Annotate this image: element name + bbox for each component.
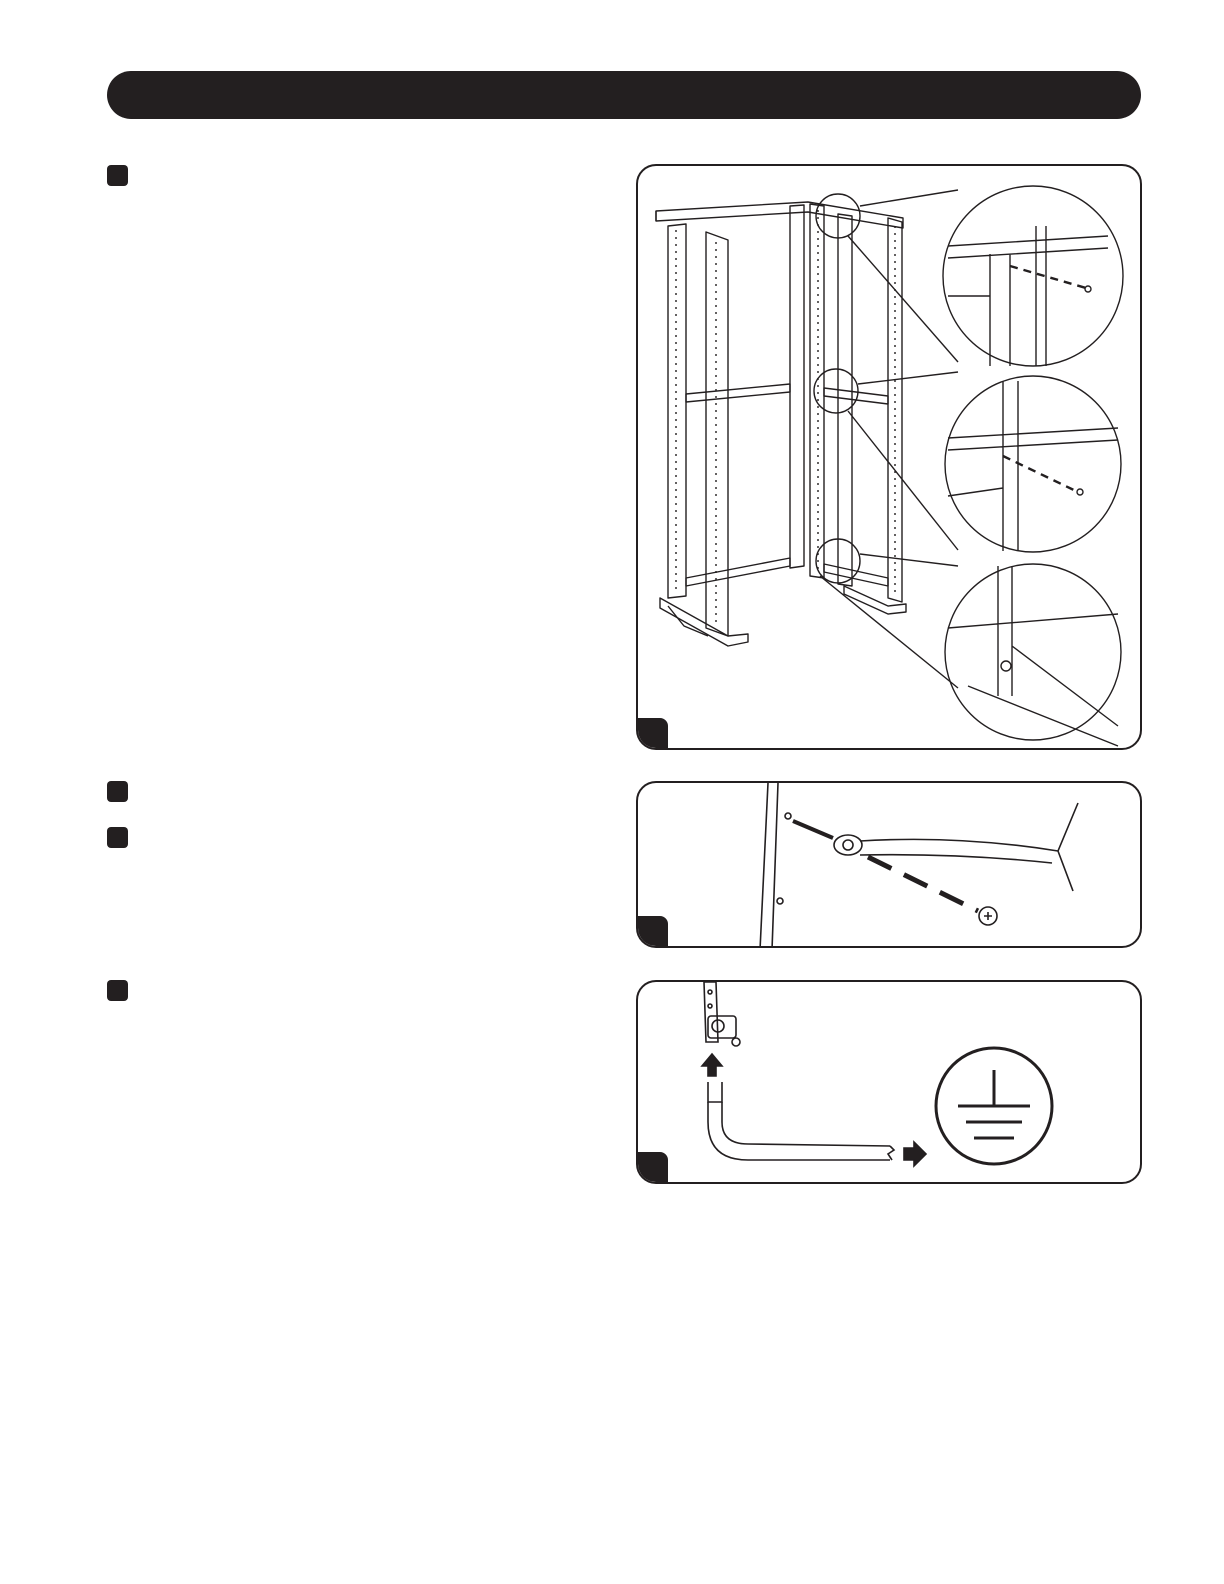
step-bullet-1 — [107, 165, 128, 186]
figure-tab-2 — [638, 916, 668, 946]
figure-panel-ground-screw — [636, 781, 1142, 948]
step-bullet-3 — [107, 827, 128, 848]
ground-screw-illustration — [638, 783, 1142, 948]
ground-terminal-illustration — [638, 982, 1142, 1184]
figure-tab-1 — [638, 718, 668, 748]
rack-frame-illustration — [638, 166, 1142, 750]
step-bullet-4 — [107, 980, 128, 1001]
figure-panel-ground-terminal — [636, 980, 1142, 1184]
figure-tab-3 — [638, 1152, 668, 1182]
figure-panel-rack-assembly — [636, 164, 1142, 750]
section-header-bar — [107, 71, 1141, 119]
step-bullet-2 — [107, 781, 128, 802]
